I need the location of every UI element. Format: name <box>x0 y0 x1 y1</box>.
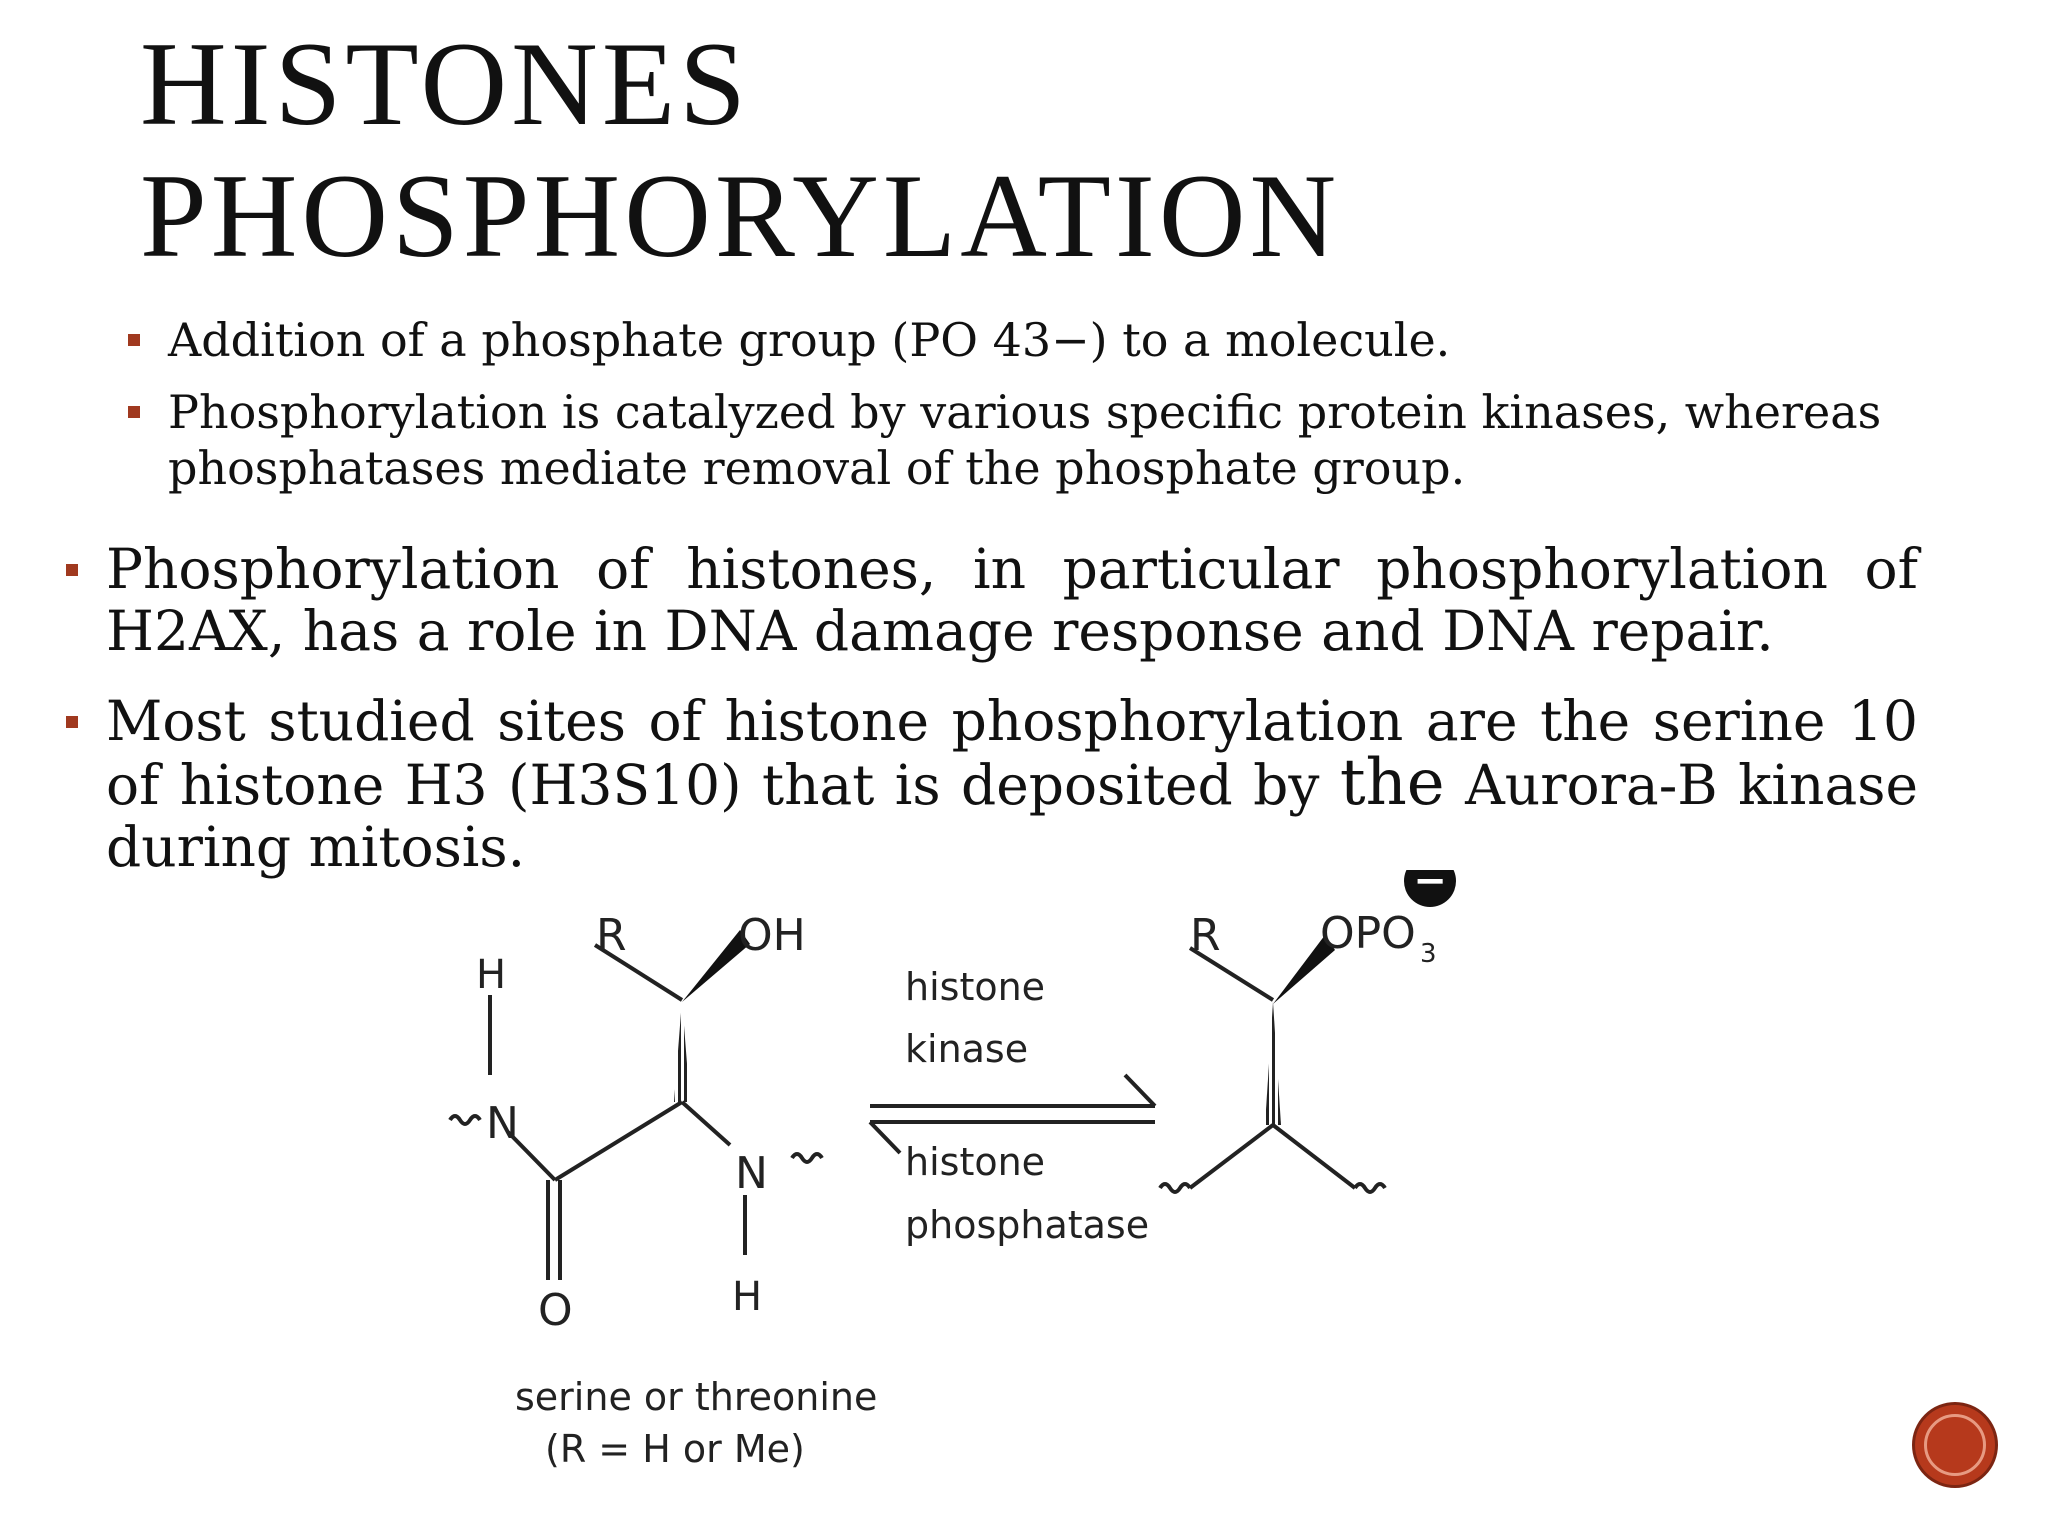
c-calpha-bond <box>555 1102 682 1180</box>
title-line-1: HISTONES <box>140 17 750 150</box>
button-ring-icon <box>1924 1414 1986 1476</box>
kinase-label-1: histone <box>905 965 1046 1009</box>
wavy-bond-left <box>450 1116 480 1124</box>
calpha-n-bond <box>682 1102 730 1145</box>
caption-line-1: serine or threonine <box>515 1375 878 1419</box>
wavy-bond-left-2 <box>1160 1184 1190 1192</box>
kinase-label-2: kinase <box>905 1027 1029 1071</box>
main-bullet-emphasis: the <box>1339 746 1445 820</box>
main-bullet-text-end: Aurora-B kinase during mitosis. <box>106 753 1919 879</box>
main-bullet-text: Phosphorylation of histones, in particular phosphorylation of H2AX, has a role in DNA damage response and DNA repair. <box>106 537 1918 663</box>
reverse-arrowhead <box>870 1122 900 1153</box>
right-bond-right <box>1273 1125 1355 1188</box>
sub-bullet-text: Addition of a phosphate group (PO 43−) to a molecule. <box>168 313 1451 367</box>
left-bond-right <box>1190 1125 1273 1188</box>
bullet-marker <box>128 406 140 418</box>
forward-arrowhead <box>1125 1075 1155 1106</box>
r-label: R <box>596 910 627 961</box>
opo3-subscript: 3 <box>1420 939 1437 969</box>
sub-bullet-list <box>128 312 1928 512</box>
phosphorylation-diagram <box>420 870 1520 1520</box>
main-bullet-item <box>66 690 1918 878</box>
caption-line-2: (R = H or Me) <box>545 1427 805 1471</box>
main-bullet-item <box>66 538 1918 662</box>
wavy-bond-right <box>792 1154 822 1162</box>
bullet-marker <box>66 564 78 576</box>
bullet-marker <box>66 716 78 728</box>
title-line-2: PHOSPHORYLATION <box>140 149 1341 282</box>
n-right-label: N <box>735 1148 768 1199</box>
r-label-right: R <box>1190 910 1221 961</box>
wavy-bond-right-2 <box>1355 1184 1385 1192</box>
bullet-marker <box>128 334 140 346</box>
sub-bullet-item <box>128 384 1928 496</box>
reaction-scheme <box>420 870 1520 1520</box>
slide-title <box>140 18 1340 282</box>
charge-symbol: − <box>1413 870 1447 904</box>
phosphatase-label-2: phosphatase <box>905 1203 1150 1247</box>
next-slide-button[interactable] <box>1912 1402 1998 1488</box>
h-bottom-label: H <box>732 1274 763 1320</box>
opo3-label: OPO <box>1320 908 1416 959</box>
o-label: O <box>538 1285 573 1336</box>
main-bullet-list <box>66 538 1918 906</box>
n-left-label: N <box>486 1098 519 1149</box>
main-bullet-text-start: Most studied sites of histone phosphorylation are the serine 10 of histone H3 (H3S10) that is deposited by <box>106 689 1918 817</box>
hashed-wedge <box>674 1000 690 1102</box>
h-top-label: H <box>476 952 507 998</box>
sub-bullet-item <box>128 312 1928 368</box>
oh-label: OH <box>738 910 806 961</box>
phosphatase-label-1: histone <box>905 1140 1046 1184</box>
sub-bullet-text: Phosphorylation is catalyzed by various specific protein kinases, whereas phosphatases mediate removal of the phosphate group. <box>168 385 1882 495</box>
hashed-wedge-right <box>1265 1002 1281 1125</box>
